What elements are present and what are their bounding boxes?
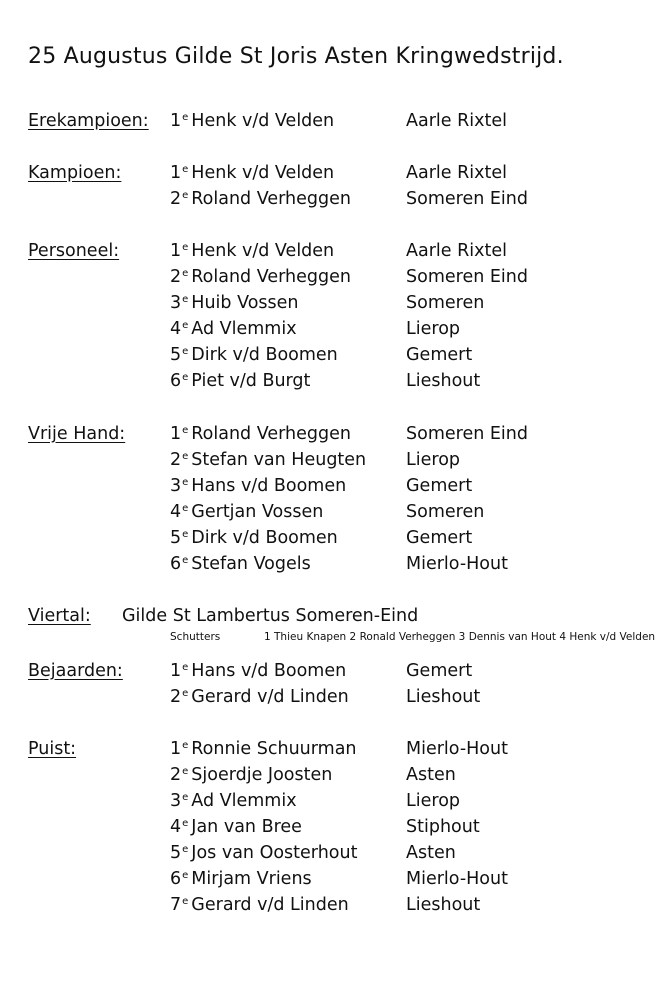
result-row [0,421,658,447]
result-place: Lieshout [406,687,481,707]
shooters-list: 1 Thieu Knapen 2 Ronald Verheggen 3 Dennis van Hout 4 Henk v/d Velden [264,631,656,643]
result-place: Mierlo-Hout [406,739,508,759]
result-place: Someren Eind [406,424,528,444]
result-place: Gemert [406,528,473,548]
section-erekampioen [0,108,658,134]
result-row [0,264,658,290]
result-row [0,186,658,212]
result-name: 5e Dirk v/d Boomen [170,345,338,365]
result-row [0,788,658,814]
result-place: Someren Eind [406,189,528,209]
result-name: 1e Henk v/d Velden [170,111,335,131]
result-name: 3e Ad Vlemmix [170,791,297,811]
result-name: 2e Stefan van Heugten [170,450,367,470]
result-row [0,762,658,788]
result-row [0,108,658,134]
result-row [0,342,658,368]
result-place: Stiphout [406,817,480,837]
category-label: Erekampioen: [28,111,149,131]
result-place: Someren [406,502,485,522]
result-row [0,736,658,762]
document-title: 25 Augustus Gilde St Joris Asten Kringwedstrijd. [28,44,564,69]
result-name: 2e Sjoerdje Joosten [170,765,333,785]
result-row [0,658,658,684]
result-place: Gemert [406,661,473,681]
result-name: 5e Dirk v/d Boomen [170,528,338,548]
result-name: 1e Roland Verheggen [170,424,351,444]
section-kampioen [0,160,658,212]
category-label: Personeel: [28,241,120,261]
category-label: Vrije Hand: [28,424,126,444]
result-name: 3e Hans v/d Boomen [170,476,347,496]
result-place: Lieshout [406,371,481,391]
result-name: 1e Henk v/d Velden [170,241,335,261]
section-bejaarden [0,658,658,710]
result-place: Mierlo-Hout [406,554,508,574]
viertal-row [0,603,658,629]
result-name: 1e Henk v/d Velden [170,163,335,183]
result-row [0,551,658,577]
result-place: Aarle Rixtel [406,163,507,183]
section-viertal [0,603,658,645]
result-row [0,499,658,525]
result-name: 3e Huib Vossen [170,293,299,313]
result-row [0,238,658,264]
result-place: Lierop [406,450,461,470]
result-row [0,447,658,473]
result-row [0,160,658,186]
result-row [0,525,658,551]
result-place: Asten [406,765,456,785]
viertal-shooters-row [0,629,658,645]
result-name: 7e Gerard v/d Linden [170,895,349,915]
category-label: Viertal: [28,606,91,626]
result-row [0,316,658,342]
section-personeel [0,238,658,394]
result-row [0,866,658,892]
result-row [0,684,658,710]
result-name: 2e Roland Verheggen [170,189,351,209]
result-row [0,473,658,499]
result-name: 4e Ad Vlemmix [170,319,297,339]
result-name: 2e Roland Verheggen [170,267,351,287]
result-name: 5e Jos van Oosterhout [170,843,358,863]
result-place: Lierop [406,791,461,811]
section-puist [0,736,658,918]
section-vrije-hand [0,421,658,577]
category-label: Bejaarden: [28,661,123,681]
result-place: Gemert [406,476,473,496]
result-name: 6e Piet v/d Burgt [170,371,311,391]
result-name: 6e Mirjam Vriens [170,869,312,889]
result-row [0,840,658,866]
result-row [0,814,658,840]
result-place: Asten [406,843,456,863]
result-name: 4e Gertjan Vossen [170,502,324,522]
result-name: 1e Hans v/d Boomen [170,661,347,681]
category-label: Puist: [28,739,77,759]
result-name: 4e Jan van Bree [170,817,302,837]
result-place: Someren [406,293,485,313]
result-name: 2e Gerard v/d Linden [170,687,349,707]
category-label: Kampioen: [28,163,122,183]
result-name: 1e Ronnie Schuurman [170,739,357,759]
result-place: Mierlo-Hout [406,869,508,889]
result-place: Lierop [406,319,461,339]
viertal-team: Gilde St Lambertus Someren-Eind [122,606,419,626]
result-row [0,892,658,918]
result-row [0,290,658,316]
result-place: Aarle Rixtel [406,241,507,261]
result-place: Someren Eind [406,267,528,287]
result-place: Aarle Rixtel [406,111,507,131]
result-place: Lieshout [406,895,481,915]
result-row [0,368,658,394]
result-name: 6e Stefan Vogels [170,554,311,574]
shooters-label: Schutters [170,631,221,643]
result-place: Gemert [406,345,473,365]
